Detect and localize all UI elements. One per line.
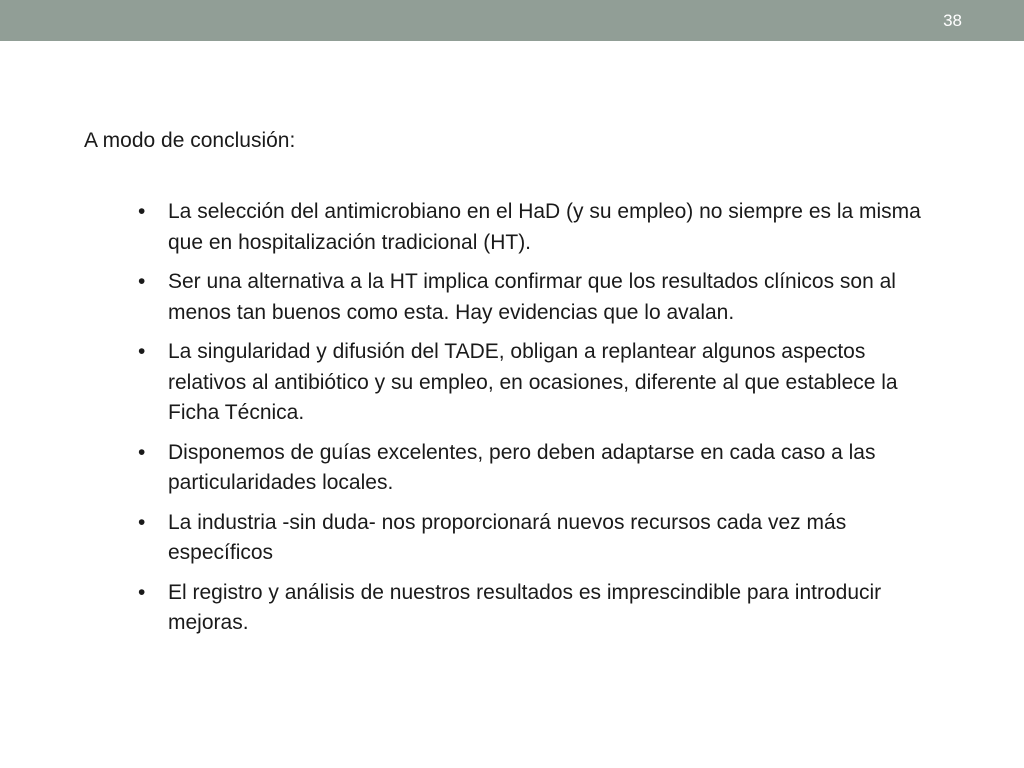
bullet-icon: •	[138, 440, 146, 464]
list-item-text: La selección del antimicrobiano en el HaD (y su empleo) no siempre es la misma que en hospitalización tradicional (HT).	[168, 200, 921, 254]
list-item	[129, 438, 939, 499]
list-item-text: La singularidad y difusión del TADE, obligan a replantear algunos aspectos relativos al antibiótico y su empleo, en ocasiones, diferente al que establece la Ficha Técnica.	[168, 340, 898, 424]
slide-number: 38	[943, 11, 962, 30]
bullet-icon: •	[138, 580, 146, 604]
bullet-icon: •	[138, 340, 146, 363]
list-item-text: Ser una alternativa a la HT implica confirmar que los resultados clínicos son al menos tan buenos como esta. Hay evidencias que lo avalan.	[168, 270, 896, 324]
list-item	[129, 578, 939, 639]
list-item-text: Disponemos de guías excelentes, pero deben adaptarse en cada caso a las particularidades locales.	[168, 440, 876, 494]
list-item-text: La industria -sin duda- nos proporcionará nuevos recursos cada vez más específicos	[168, 510, 847, 564]
conclusion-list	[129, 197, 939, 648]
list-item	[129, 508, 939, 569]
list-item	[129, 337, 939, 429]
slide-header-bar	[0, 0, 1024, 41]
intro-heading: A modo de conclusión:	[84, 129, 296, 152]
bullet-icon: •	[138, 510, 146, 534]
bullet-icon: •	[138, 270, 146, 293]
bullet-icon: •	[138, 200, 146, 223]
list-item	[129, 197, 939, 258]
list-item	[129, 267, 939, 328]
list-item-text: El registro y análisis de nuestros resultados es imprescindible para introducir mejoras.	[168, 580, 882, 634]
